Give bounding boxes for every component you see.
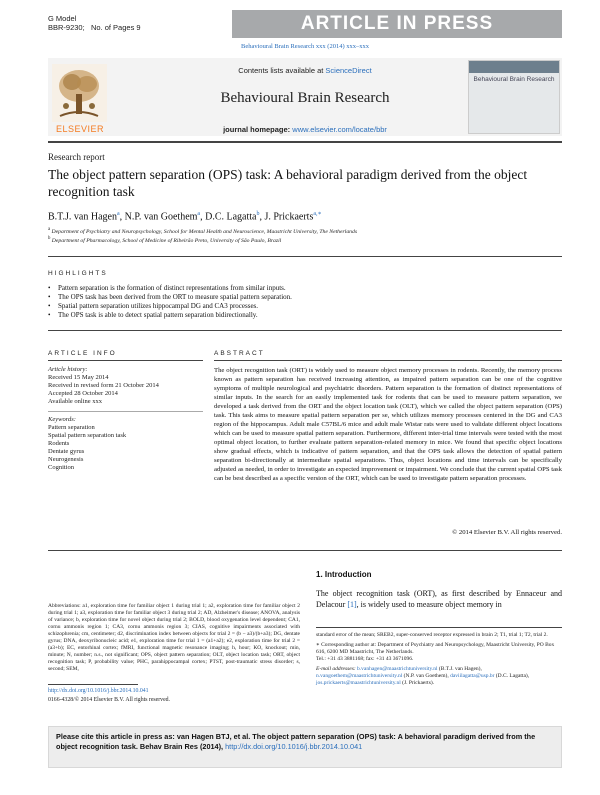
section-divider	[48, 330, 562, 331]
affiliation-a: $^a$ Department of Psychiatry and Neuropsychology, School for Mental Health and Neuroscience, Maastricht University, The Netherlands	[48, 227, 358, 235]
history-revised: Received in revised form 21 October 2014	[48, 382, 159, 389]
keyword: Rodents	[48, 440, 70, 447]
abbreviations-continued: standard error of the mean; SREB2, super-conserved receptor expressed in brain 2; T1, trial 1; T2, trial 2.	[316, 632, 548, 638]
introduction-heading: 1. Introduction	[316, 570, 372, 579]
section-divider	[48, 256, 562, 257]
author-list: B.T.J. van Hagen$^a$, N.P. van Goethem$^a$, D.C. Lagatta$^b$, J. Prickaerts$^{a,∗}$	[48, 211, 322, 223]
article-info-block	[48, 366, 203, 472]
keyword: Pattern separation	[48, 424, 95, 431]
history-label: Article history:	[48, 366, 88, 373]
article-code: BBR-9230;	[48, 23, 85, 32]
keyword: Cognition	[48, 464, 75, 471]
email-label: E-mail addresses:	[316, 666, 356, 672]
abstract-copyright: © 2014 Elsevier B.V. All rights reserved.	[452, 529, 562, 536]
reference-link[interactable]: [1]	[347, 600, 357, 609]
abbreviations-footnote: Abbreviations: a1, exploration time for familiar object 1 during trial 1; a2, exploration time for familiar object 2 during trial 1; a3, exploration time for familiar object 3 during trial 2; AD, Alzheimer's disease; ANOVA, analysis of variance; b, exploration time for novel object during trial 2; BOLD, blood oxygenation level dependent; CA1, cornu ammonis region 1; CA3, cornu ammonis region 3; CIAS, cognitive impairments associated with schizophrenia; cm, centimeter; d2, discrimination index between objects for trial 2 = (b − a3)/(b+a3); DG, dentate gyrus; DNA, deoxyribonucleic acid; e1, exploration time for trial 1 = (a1+a2); e2, exploration time for trial 2 = (a3+b); EC, entorhinal cortex; fMRI, functional magnetic resonance imaging; h, hour; KO, knockout; min, minute; N, number; n.s., not significant; OPS, object pattern separation; OLT, object location task; ORT, object recognition task; P, probability value; PHC, parahippocampal cortex; PTST, post-traumatic stress disorder; s, second; SEM,	[48, 603, 300, 672]
abstract-heading: ABSTRACT	[214, 350, 265, 357]
affiliation-marker[interactable]: a,∗	[313, 211, 322, 217]
cover-title: Behavioural Brain Research	[473, 76, 555, 83]
affiliation-marker[interactable]: b	[256, 211, 260, 217]
history-accepted: Accepted 28 October 2014	[48, 390, 118, 397]
keyword: Spatial pattern separation task	[48, 432, 127, 439]
highlight-item: • Spatial pattern separation utilizes hippocampal DG and CA3 processes.	[48, 302, 292, 311]
email-addresses: E-mail addresses: b.vanhagen@maastrichtuniversity.nl (B.T.J. van Hagen), n.vangoethem@maastrichtuniversity.nl (N.P. van Goethem), daviilagatta@usp.br (D.C. Lagatta), jos.prickaerts@maastrichtuniversity.nl (J. Prickaerts).	[316, 666, 530, 686]
article-info-rule	[48, 360, 203, 361]
doi-link[interactable]: http://dx.doi.org/10.1016/j.bbr.2014.10.041	[48, 688, 149, 694]
email-link[interactable]: jos.prickaerts@maastrichtuniversity.nl	[316, 680, 401, 686]
highlight-item: • The OPS task is able to detect spatial pattern separation bidirectionally.	[48, 311, 292, 320]
corresponding-phone: Tel.: +31 43 3881168; fax: +31 43 3671096.	[316, 656, 414, 662]
highlight-item: • Pattern separation is the formation of distinct representations from similar inputs.	[48, 284, 292, 293]
footnote-rule	[316, 627, 562, 628]
journal-homepage-line	[150, 125, 460, 134]
author-name-link[interactable]: B.T.J. van Hagen	[48, 211, 117, 223]
journal-reference-link[interactable]: Behavioural Brain Research xxx (2014) xxx–xxx	[241, 43, 369, 50]
history-online: Available online xxx	[48, 398, 103, 405]
contents-lists-line	[150, 66, 460, 75]
gmodel-label: G Model	[48, 14, 77, 23]
introduction-paragraph: The object recognition task (ORT), as first described by Ennaceur and Delacour [1], is widely used to measure object memory in	[316, 589, 562, 609]
corresponding-author-footnote	[316, 632, 562, 687]
elsevier-tree-logo-icon	[52, 64, 107, 122]
cover-band	[469, 61, 559, 73]
article-title: The object pattern separation (OPS) task: A behavioral paradigm derived from the object recognition task	[48, 167, 528, 199]
homepage-label: journal homepage:	[223, 125, 291, 134]
citation-text	[56, 732, 556, 752]
corresponding-address: ∗ Corresponding author at: Department of Psychiatry and Neuropsychology, Maastricht University, PO Box 616, 6200 MD Maastricht, The Netherlands.	[316, 642, 555, 655]
author-name-link[interactable]: J. Prickaerts	[264, 211, 314, 223]
sciencedirect-link[interactable]: ScienceDirect	[325, 66, 372, 75]
history-received: Received 15 May 2014	[48, 374, 109, 381]
affiliation-marker[interactable]: a	[197, 211, 201, 217]
abstract-text: The object recognition task (ORT) is widely used to measure object memory processes in rodents. Recently, the memory process known as pattern separation has received increasing attention, as impaired pattern separation can be one of the cognitive symptoms of multiple neurological and psychiatric disorders. Pattern separation is the formation of distinct representations of similar inputs. In the search for an easily implemented task for rodents that can be used to measure pattern separation, we developed a task derived from the ORT and the object location task (OLT), which we called the object pattern separation (OPS) task. This task aims to measure spatial pattern separation per se, which utilizes memory processes centered in the DG and CA3 region of the hippocampus. Adult male C57BL/6 mice and adult male Wistar rats were used to validate different object locations which can be used to measure spatial pattern separation. Furthermore, different inter-trial time intervals were tested with the most optimal object location, to further evaluate pattern separation-related memory in mice. We found that specific object locations show gradual effects, which is indicative of pattern separation, and that the OPS task allows the detection of spatial pattern separation bi-directionally at intermediate spatial separations. Thus, object locations and time intervals can be specifically adjusted as needed, in order to investigate an expected improvement or impairment. We conclude that the current spatial OPS task can be best described as a specific version of the ORT, which can be used to investigate pattern separation processes.	[214, 367, 562, 482]
citation-prefix: Please cite this article in press as: van Hagen BTJ, et al. The object pattern separation (OPS) task: A behavioral paradigm derived from the object recognition task. Behav Brain Res (2014),	[56, 732, 536, 751]
email-link[interactable]: daviilagatta@usp.br	[450, 673, 495, 679]
article-type: Research report	[48, 152, 105, 162]
keyword: Dentate gyrus	[48, 448, 85, 455]
article-meta-corner	[48, 14, 141, 32]
keyword: Neurogenesis	[48, 456, 84, 463]
email-link[interactable]: b.vanhagen@maastrichtuniversity.nl	[357, 666, 438, 672]
page-count: No. of Pages 9	[90, 23, 141, 32]
contents-prefix: Contents lists available at	[238, 66, 324, 75]
masthead-divider	[48, 141, 562, 143]
abstract-rule	[214, 360, 562, 361]
highlight-item: • The OPS task has been derived from the ORT to measure spatial pattern separation.	[48, 293, 292, 302]
email-link[interactable]: n.vangoethem@maastrichtuniversity.nl	[316, 673, 403, 679]
keywords-label: Keywords:	[48, 416, 76, 423]
publisher-name: ELSEVIER	[55, 124, 105, 134]
affiliation-b: $^b$ Department of Pharmacology, School of Medicine of Ribeirão Preto, University of São Paulo, Brazil	[48, 236, 282, 244]
footnote-rule	[48, 684, 138, 685]
affiliation-marker[interactable]: a	[116, 211, 120, 217]
homepage-url-link[interactable]: www.elsevier.com/locate/bbr	[292, 125, 387, 134]
author-name-link[interactable]: D.C. Lagatta	[205, 211, 257, 223]
journal-title: Behavioural Brain Research	[220, 90, 390, 106]
issn-line: 0166-4328/© 2014 Elsevier B.V. All rights reserved.	[48, 697, 170, 703]
section-divider	[48, 550, 562, 551]
citation-doi-link[interactable]: http://dx.doi.org/10.1016/j.bbr.2014.10.041	[225, 742, 363, 751]
highlights-list	[48, 284, 292, 320]
article-info-heading: ARTICLE INFO	[48, 350, 117, 357]
keywords-divider	[48, 411, 203, 412]
highlights-heading: HIGHLIGHTS	[48, 270, 108, 277]
author-name-link[interactable]: N.P. van Goethem	[124, 211, 198, 223]
article-in-press-banner: ARTICLE IN PRESS	[232, 10, 562, 38]
